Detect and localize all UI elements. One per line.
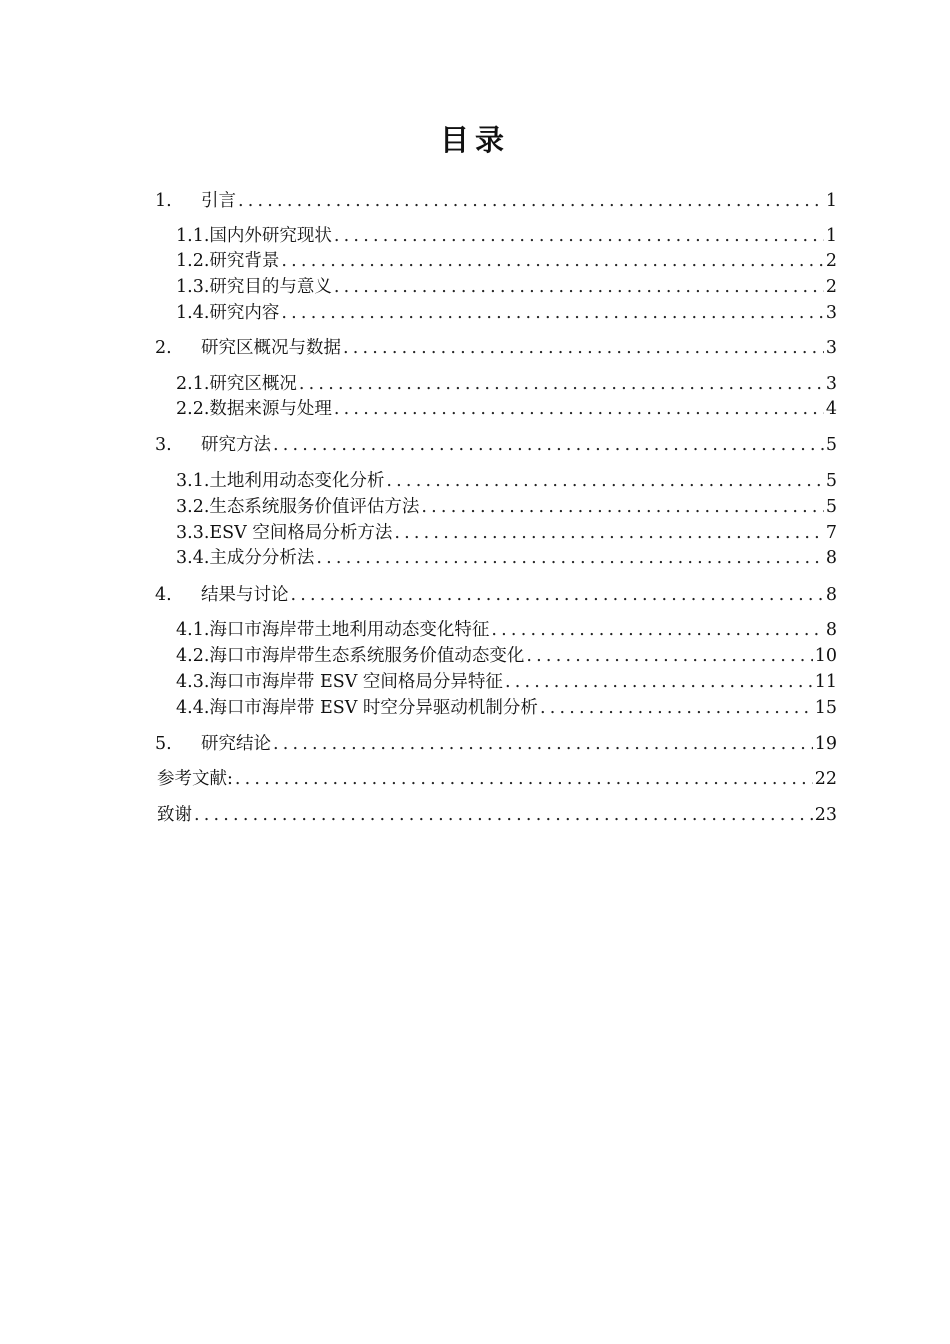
- toc-dot-leader: [235, 767, 813, 791]
- toc-entry-number: 5.: [155, 734, 172, 754]
- toc-entry-number: 3.2.: [176, 497, 210, 517]
- toc-entry-number: 4.: [155, 585, 172, 605]
- toc-dot-leader: [281, 249, 823, 273]
- toc-dot-leader: [343, 336, 824, 360]
- toc-dot-leader: [316, 546, 823, 570]
- toc-entry-number: 1.4.: [176, 303, 210, 323]
- toc-entry-page: 1: [825, 226, 837, 246]
- toc-entry-1-1[interactable]: [176, 224, 837, 248]
- toc-dot-leader: [505, 670, 813, 694]
- toc-entry-number: 1.: [155, 191, 172, 211]
- toc-entry-page: 7: [825, 523, 837, 543]
- toc-entry-page: 23: [814, 805, 837, 825]
- toc-entry-page: 8: [825, 585, 837, 605]
- toc-entry-label: 土地利用动态变化分析: [209, 471, 385, 491]
- toc-entry-page: 8: [825, 620, 837, 640]
- toc-dot-leader: [386, 469, 823, 493]
- toc-dot-leader: [273, 433, 824, 457]
- toc-entry-label: 结果与讨论: [201, 585, 289, 605]
- toc-entry-label: 海口市海岸带生态系统服务价值动态变化: [209, 646, 525, 666]
- toc-entry-2-2[interactable]: [176, 397, 837, 421]
- toc-entry-1-4[interactable]: [176, 301, 837, 325]
- toc-dot-leader: [334, 275, 824, 299]
- toc-entry-number: 2.2.: [176, 399, 210, 419]
- toc-entry-number: 3.1.: [176, 471, 210, 491]
- toc-dot-leader: [238, 189, 824, 213]
- toc-entry-label: 海口市海岸带土地利用动态变化特征: [209, 620, 490, 640]
- toc-entry-number: 1.1.: [176, 226, 210, 246]
- toc-entry-number: 4.3.: [176, 672, 210, 692]
- toc-dot-leader: [526, 644, 812, 668]
- toc-entry-label: ESV 空间格局分析方法: [209, 523, 393, 543]
- toc-dot-leader: [194, 803, 813, 827]
- toc-dot-leader: [394, 521, 823, 545]
- toc-entry-page: 5: [825, 435, 837, 455]
- toc-entry-page: 8: [825, 548, 837, 568]
- toc-entry-label: 海口市海岸带 ESV 时空分异驱动机制分析: [209, 698, 538, 718]
- toc-entry-page: 3: [825, 374, 837, 394]
- toc-entry-label: 研究区概况: [209, 374, 297, 394]
- toc-entry-label: 研究目的与意义: [209, 277, 332, 297]
- toc-entry-4-1[interactable]: [176, 618, 837, 642]
- toc-entry-1-2[interactable]: [176, 249, 837, 273]
- toc-entry-number: 4.1.: [176, 620, 210, 640]
- toc-entry-label: 研究区概况与数据: [201, 338, 341, 358]
- toc-entry-label: 数据来源与处理: [209, 399, 332, 419]
- toc-entry-1-3[interactable]: [176, 275, 837, 299]
- toc-entry-page: 1: [825, 191, 837, 211]
- toc-title: 目录: [439, 123, 510, 157]
- toc-entry-page: 5: [825, 471, 837, 491]
- toc-entry-label: 研究内容: [209, 303, 280, 323]
- toc-entry-label: 参考文献:: [157, 769, 233, 789]
- toc-entry-page: 19: [814, 734, 837, 754]
- toc-entry-page: 3: [825, 338, 837, 358]
- toc-dot-leader: [421, 495, 823, 519]
- toc-entry-number: 4.2.: [176, 646, 210, 666]
- toc-entry-page: 2: [825, 251, 837, 271]
- toc-entry-page: 3: [825, 303, 837, 323]
- toc-entry-number: 1.3.: [176, 277, 210, 297]
- toc-dot-leader: [491, 618, 823, 642]
- toc-entry-4-3[interactable]: [176, 670, 837, 694]
- toc-entry-3[interactable]: [155, 433, 837, 457]
- toc-dot-leader: [334, 224, 824, 248]
- toc-entry-3-2[interactable]: [176, 495, 837, 519]
- toc-entry-1[interactable]: [155, 189, 837, 213]
- toc-dot-leader: [540, 696, 813, 720]
- toc-entry-number: 2.: [155, 338, 172, 358]
- toc-entry-number: 4.4.: [176, 698, 210, 718]
- toc-entry-4[interactable]: [155, 583, 837, 607]
- toc-entry-label: 研究背景: [209, 251, 280, 271]
- toc-entry-page: 10: [814, 646, 837, 666]
- toc-entry-page: 15: [814, 698, 837, 718]
- toc-dot-leader: [299, 372, 824, 396]
- toc-entry-page: 2: [825, 277, 837, 297]
- toc-dot-leader: [291, 583, 824, 607]
- toc-entry-label: 海口市海岸带 ESV 空间格局分异特征: [209, 672, 503, 692]
- toc-entry-page: 22: [814, 769, 837, 789]
- toc-entry-2-1[interactable]: [176, 372, 837, 396]
- toc-entry-page: 4: [825, 399, 837, 419]
- toc-entry-number: 1.2.: [176, 251, 210, 271]
- toc-entry-number: 3.4.: [176, 548, 210, 568]
- toc-entry-references[interactable]: [157, 767, 837, 791]
- toc-entry-number: 3.3.: [176, 523, 210, 543]
- toc-entry-label: 致谢: [157, 805, 192, 825]
- toc-entry-page: 5: [825, 497, 837, 517]
- toc-entry-3-3[interactable]: [176, 521, 837, 545]
- toc-entry-4-2[interactable]: [176, 644, 837, 668]
- toc-dot-leader: [334, 397, 824, 421]
- toc-entry-label: 国内外研究现状: [209, 226, 332, 246]
- toc-entry-3-4[interactable]: [176, 546, 837, 570]
- toc-entry-number: 2.1.: [176, 374, 210, 394]
- toc-entry-label: 研究方法: [201, 435, 271, 455]
- toc-entry-label: 研究结论: [201, 734, 271, 754]
- toc-entry-label: 引言: [201, 191, 236, 211]
- toc-entry-4-4[interactable]: [176, 696, 837, 720]
- toc-dot-leader: [281, 301, 823, 325]
- toc-dot-leader: [273, 732, 813, 756]
- toc-entry-page: 11: [814, 672, 837, 692]
- toc-entry-5[interactable]: [155, 732, 837, 756]
- toc-entry-acknowledgements[interactable]: [157, 803, 837, 827]
- toc-entry-number: 3.: [155, 435, 172, 455]
- toc-entry-3-1[interactable]: [176, 469, 837, 493]
- toc-entry-2[interactable]: [155, 336, 837, 360]
- toc-entry-label: 生态系统服务价值评估方法: [209, 497, 420, 517]
- toc-entry-label: 主成分分析法: [209, 548, 315, 568]
